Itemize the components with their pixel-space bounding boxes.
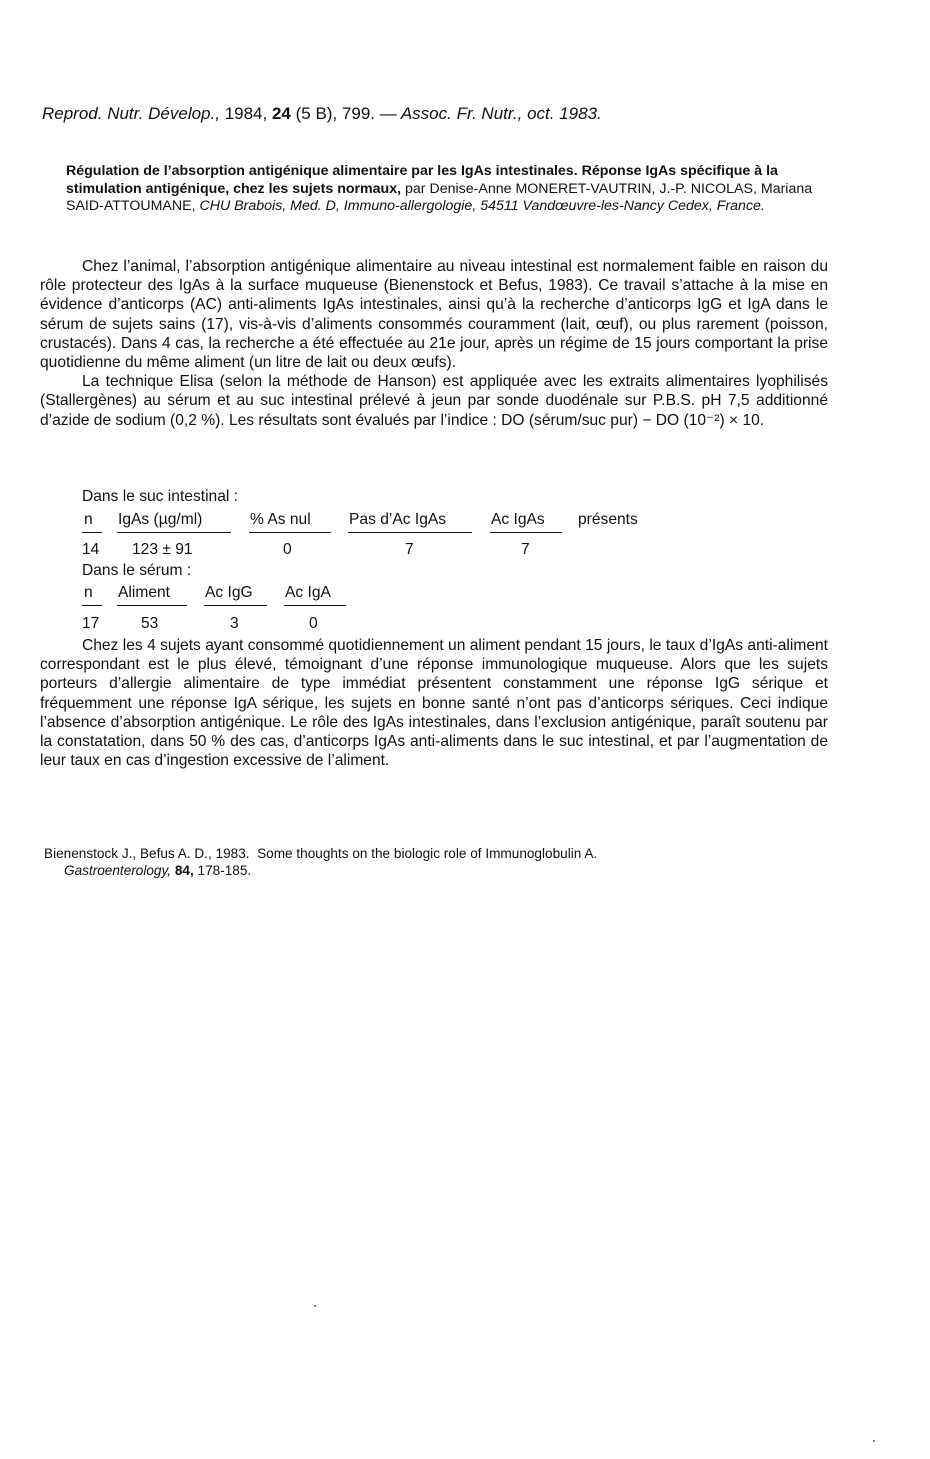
article-heading [66,163,836,216]
journal-volume: 24 [271,104,291,123]
table-intestinal-header-as-nul: % As nul [250,511,311,528]
scan-speck [314,1305,316,1307]
reference-authors: Bienenstock J., Befus A. D., 1983. [44,846,250,861]
paragraph-2: La technique Elisa (selon la méthode de Hanson) est appliquée avec les extraits alimentaires lyophilisés (Stallergènes) au sérum et au suc intestinal prélevé à jeun par sonde duodénale sur P.B.S. pH 7,5 additionné d’azide de sodium (0,2 %). Les résultats sont évalués par l’indice : DO (sérum/suc pur) − DO (10⁻²) × 10. [40,373,828,429]
table-intestinal-header-pas-ac: Pas d’Ac IgAs [349,511,447,528]
table-intestinal-header-n: n [84,511,93,528]
table-intestinal-cell-as-nul: 0 [283,541,292,558]
table-intestinal-cell-igas: 123 ± 91 [132,541,193,558]
table-intestinal-rule-n [82,532,102,533]
table-serum-cell-n: 17 [82,615,100,632]
table-serum-caption: Dans le sérum : [82,562,192,579]
reference-pages: 178-185. [197,862,252,878]
table-serum-rule-ac-igg [204,605,267,606]
article-title: Régulation de l’absorption antigénique alimentaire par les IgAs intestinales. Réponse IgAs spécifique à la stimulation antigénique, chez les sujets normaux, [66,163,778,197]
body-text-bottom [40,636,828,770]
table-intestinal-rule-igas [117,532,231,533]
table-serum-header-ac-igg: Ac IgG [205,584,253,601]
table-serum-cell-ac-iga: 0 [309,615,318,632]
table-intestinal-cell-pas-ac: 7 [405,541,414,558]
reference-volume: 84, [174,862,194,878]
table-serum-header-aliment: Aliment [118,584,170,601]
table-serum-cell-aliment: 53 [141,615,159,632]
table-serum-rule-aliment [117,605,187,606]
table-intestinal-caption: Dans le suc intestinal : [82,488,239,505]
table-intestinal-cell-ac-igas: 7 [521,541,530,558]
table-intestinal-header-igas: IgAs (µg/ml) [118,511,203,528]
reference-title: Some thoughts on the biologic role of Immunoglobulin A. [257,846,598,861]
table-intestinal-header-presents: présents [578,511,638,528]
paragraph-1: Chez l’animal, l’absorption antigénique alimentaire au niveau intestinal est normalement faible en raison du rôle protecteur des IgAs à la surface muqueuse (Bienenstock et Befus, 1983). Ce travail s’attache à la mise en évidence d’anticorps (AC) anti-aliments IgAs intestinales, ainsi qu’à la recherche d’anticorps IgG et IgA dans le sérum de sujets sains (17), vis-à-vis d’aliments consommés couramment (lait, œuf), ou plus rarement (poisson, crustacés). Dans 4 cas, la recherche a été effectuée au 21e jour, après un régime de 15 jours comportant la prise quotidienne du même aliment (un litre de lait ou deux œufs). [40,258,828,372]
table-serum-header-ac-iga: Ac IgA [285,584,331,601]
table-intestinal-rule-ac-igas [490,532,562,533]
reference-journal: Gastroenterology, [64,862,172,878]
table-intestinal-cell-n: 14 [82,541,100,558]
journal-header [42,104,602,124]
table-serum-cell-ac-igg: 3 [230,615,239,632]
paragraph-3: Chez les 4 sujets ayant consommé quotidiennement un aliment pendant 15 jours, le taux d’IgAs anti-aliment correspondant est le plus élevé, témoignant d’une réponse immunologique muqueuse. Alors que les sujets porteurs d’allergie alimentaire de type immédiat présentent constamment une réponse IgG sérique et fréquemment une réponse IgA sérique, les sujets en bonne santé n’ont pas d’anticorps sériques. Ceci indique l’absence d’absorption antigénique. Le rôle des IgAs intestinales, dans l’exclusion antigénique, paraît soutenu par la constatation, dans 50 % des cas, d’anticorps IgAs anti-aliments dans le suc intestinal, et par l’augmentation de leur taux en cas d’ingestion excessive de l’aliment. [40,637,828,770]
by-word: par [405,180,426,197]
article-affiliation: CHU Brabois, Med. D, Immuno-allergologie, 54511 Vandœuvre-les-Nancy Cedex, France. [199,198,765,214]
society-meeting: Assoc. Fr. Nutr., oct. 1983. [400,104,602,123]
article-authors: Denise-Anne MONERET-VAUTRIN, J.-P. NICOLAS, Mariana SAID-ATTOUMANE, [66,180,813,214]
header-dash: — [379,104,397,123]
body-text-top [40,257,828,430]
scan-speck [873,1440,875,1442]
table-intestinal-header-ac-igas: Ac IgAs [491,511,545,528]
journal-issue: (5 B), 799. [295,104,375,123]
table-serum-header-n: n [84,584,93,601]
journal-year: 1984, [224,104,268,123]
reference-entry [44,846,844,879]
journal-name: Reprod. Nutr. Dévelop., [42,104,220,123]
table-serum-rule-n [82,605,102,606]
table-serum-rule-ac-iga [284,605,346,606]
table-intestinal-rule-as-nul [249,532,331,533]
table-intestinal-rule-pas-ac [348,532,472,533]
